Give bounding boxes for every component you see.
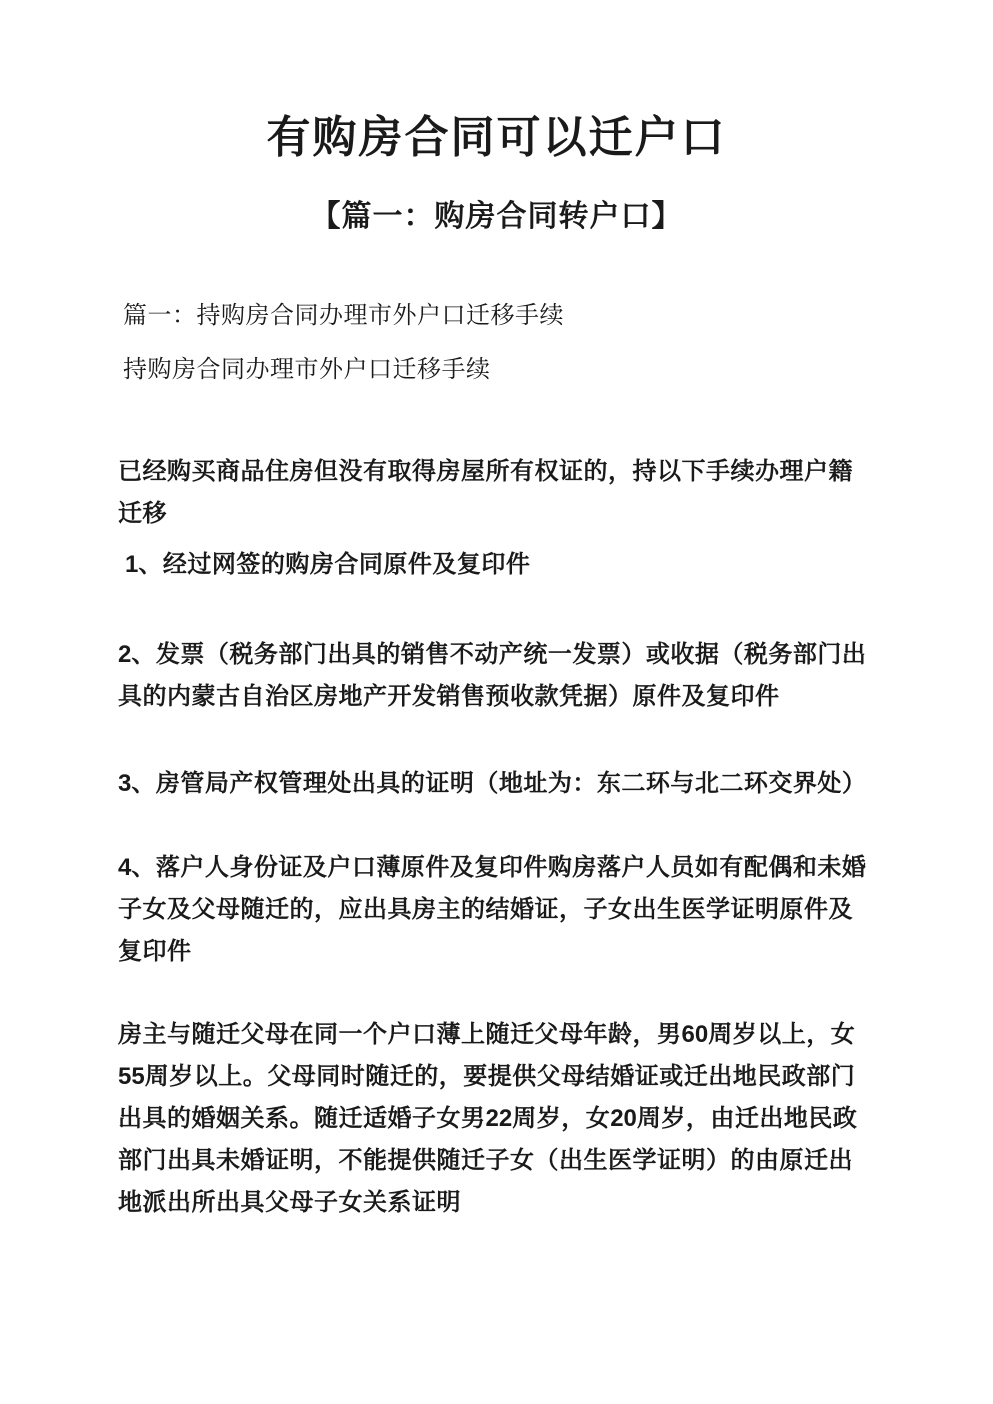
list-item-paragraph <box>118 763 875 805</box>
text-run: 、落户人身份证及户口薄原件及复印件购房落户人员如有配偶和未婚子女及父母随迁的，应出具房主的结婚证，子女出生医学证明原件及复印件 <box>118 855 867 965</box>
bold-number: 2 <box>118 641 132 668</box>
document-body <box>118 295 875 1224</box>
text-run: 已经购买商品住房但没有取得房屋所有权证的，持以下手续办理户籍迁移 <box>118 459 853 527</box>
text-run: 、发票（税务部门出具的销售不动产统一发票）或收据（税务部门出具的内蒙古自治区房地产开发销售预收款凭据）原件及复印件 <box>118 642 867 710</box>
bold-number: 3 <box>118 770 132 797</box>
list-item-paragraph <box>118 634 875 718</box>
document-title: 有购房合同可以迁户口 <box>266 113 727 162</box>
text-run: 周岁以上。父母同时随迁的，要提供父母结婚证或迁出地民政部门出具的婚姻关系。随迁适婚子女男 <box>118 1064 856 1132</box>
list-item-paragraph <box>118 544 875 586</box>
paragraph <box>118 451 875 535</box>
text-run: 、房管局产权管理处出具的证明（地址为：东二环与北二环交界处） <box>131 771 867 797</box>
text-run: 周岁，女 <box>512 1106 611 1132</box>
paragraph <box>118 1014 875 1224</box>
text-run: 、经过网签的购房合同原件及复印件 <box>138 552 531 578</box>
text-run: 篇一：持购房合同办理市外户口迁移手续 <box>123 303 564 329</box>
text-run: 周岁，由迁出地民政部门出具未婚证明，不能提供随迁子女（出生医学证明）的由原迁出地派出所出具父母子女关系证明 <box>118 1106 858 1216</box>
text-run: 持购房合同办理市外户口迁移手续 <box>123 357 491 383</box>
list-item-paragraph <box>118 847 875 973</box>
bold-number: 60 <box>681 1021 709 1048</box>
paragraph <box>118 349 875 391</box>
text-run: 房主与随迁父母在同一个户口薄上随迁父母年龄，男 <box>118 1022 682 1048</box>
bold-number: 22 <box>485 1105 513 1132</box>
section-heading: 【篇一：购房合同转户口】 <box>310 200 683 233</box>
bold-number: 20 <box>610 1105 637 1132</box>
bold-number: 4 <box>118 854 132 881</box>
bold-number: 1 <box>125 551 139 578</box>
text-run: 周岁以上，女 <box>708 1022 856 1048</box>
paragraph <box>118 295 875 337</box>
bold-number: 55 <box>118 1063 145 1090</box>
